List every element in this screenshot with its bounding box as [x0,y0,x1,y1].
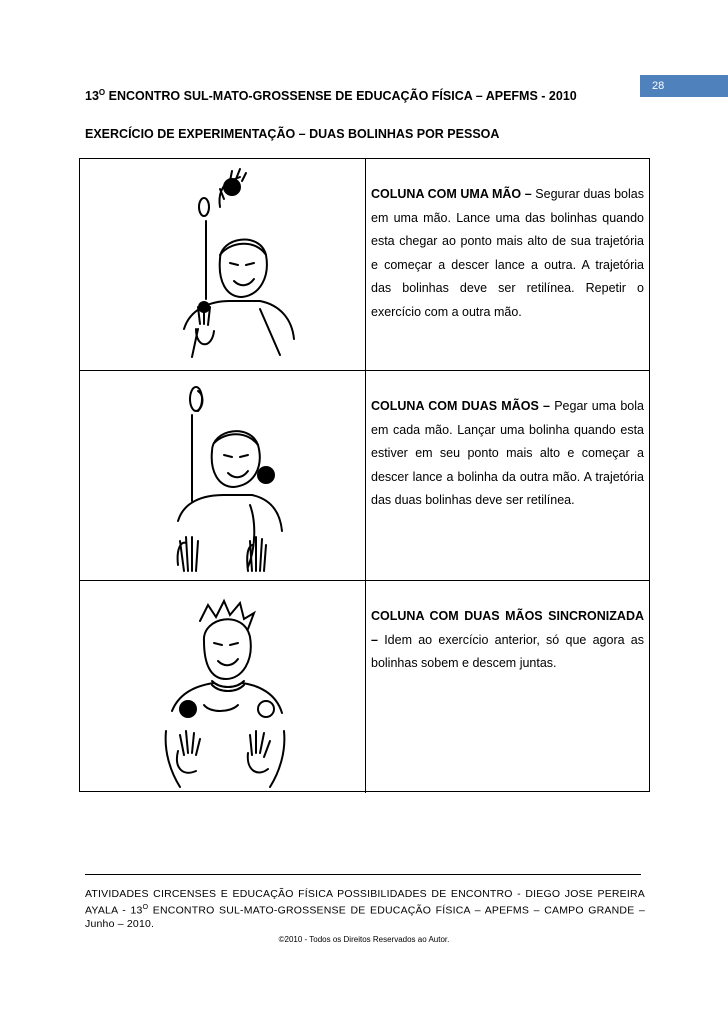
footer-citation: ATIVIDADES CIRCENSES E EDUCAÇÃO FÍSICA POSSIBILIDADES DE ENCONTRO - DIEGO JOSE PEREIRA AYALA - $13^O$ ENCONTRO SUL-MATO-GROSSENSE DE EDUCAÇÃO FÍSICA – APEFMS – CAMPO GRANDE – Junho – 2010. [85,888,645,930]
exercise-description-1: COLUNA COM UMA MÃO – Segurar duas bolas em uma mão. Lance uma das bolinhas quando esta chegar ao ponto mais alto de sua trajetória e começar a descer lance a outra. A trajetória das bolinhas deve ser retilínea. Repetir o exercício com a outra mão. [371,187,644,319]
footer-divider [85,874,641,875]
page-number: 28 [640,75,728,97]
juggler-synchronized-drawing [80,581,365,793]
juggler-two-hands-drawing [80,371,365,580]
exercise-description-3: COLUNA COM DUAS MÃOS SINCRONIZADA – Idem ao exercício anterior, só que agora as bolinhas sobem e descem juntas. [371,609,644,670]
exercise-row-2 [80,371,649,581]
exercise-row-1 [80,159,649,371]
page-header: $13^O$ ENCONTRO SUL-MATO-GROSSENSE DE EDUCAÇÃO FÍSICA – APEFMS - 2010 [85,88,577,104]
exercise-table [79,158,650,792]
exercise-row-3 [80,581,649,793]
copyright-notice: ©2010 - Todos os Direitos Reservados ao Autor. [278,935,450,944]
exercise-description-2: COLUNA COM DUAS MÃOS – Pegar uma bola em cada mão. Lançar uma bolinha quando esta estiver em seu ponto mais alto e começar a descer lance a bolinha da outra mão. A trajetória das duas bolinhas deve ser retilínea. [371,399,644,507]
section-title: EXERCÍCIO DE EXPERIMENTAÇÃO – DUAS BOLINHAS POR PESSOA [85,127,500,141]
juggler-one-hand-drawing [80,159,365,370]
